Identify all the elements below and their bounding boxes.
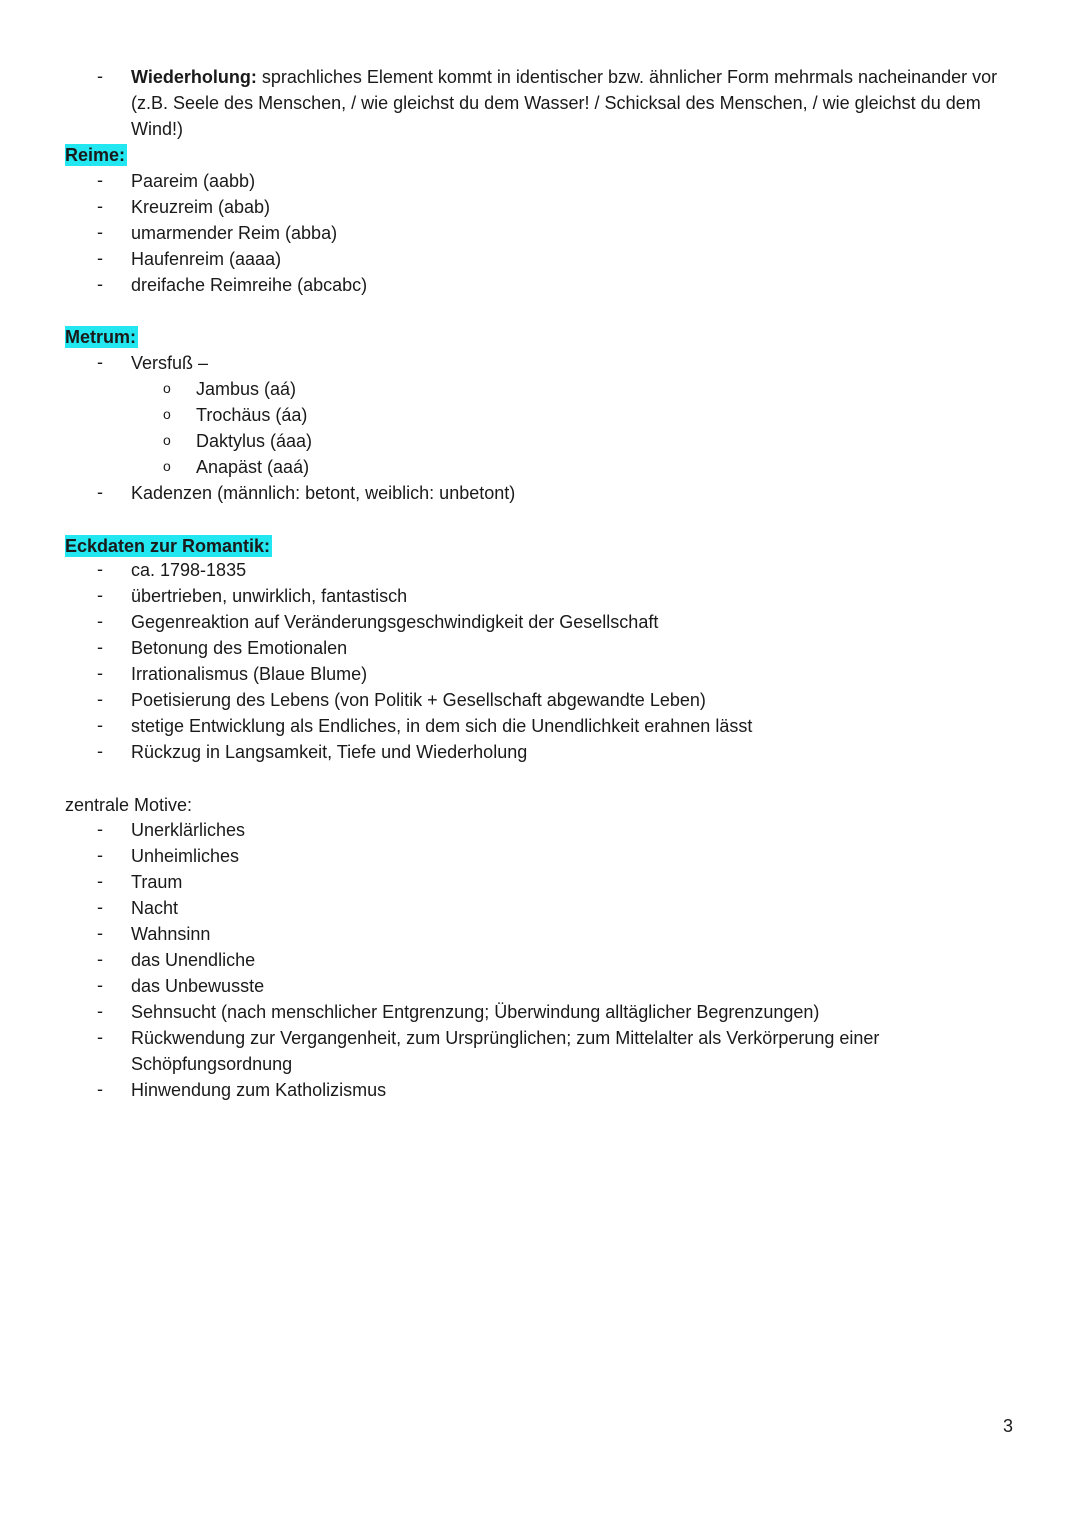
- bullet-circle: o: [163, 406, 171, 422]
- versfuss-item: Versfuß –: [131, 353, 209, 373]
- bullet-dash: -: [97, 949, 103, 969]
- heading-metrum: Metrum:: [65, 327, 136, 347]
- bullet-dash: -: [97, 170, 103, 190]
- motiv-item: Wahnsinn: [131, 924, 211, 944]
- bullet-dash: -: [97, 1027, 103, 1047]
- bullet-dash: -: [97, 715, 103, 735]
- bullet-circle: o: [163, 432, 171, 448]
- bullet-dash: -: [97, 1079, 103, 1099]
- bullet-dash: -: [97, 637, 103, 657]
- bullet-circle: o: [163, 458, 171, 474]
- motiv-item-rueckwendung: [131, 1025, 1031, 1077]
- wiederholung-line2: (z.B. Seele des Menschen, / wie gleichst du dem Wasser! / Schicksal des Menschen, / wie gleichst du dem: [131, 93, 981, 113]
- motiv-item: das Unendliche: [131, 950, 256, 970]
- bullet-dash: -: [97, 819, 103, 839]
- romantik-item: Irrationalismus (Blaue Blume): [131, 664, 368, 684]
- reime-item: umarmender Reim (abba): [131, 223, 338, 243]
- motiv-item: Unheimliches: [131, 846, 240, 866]
- bullet-dash: -: [97, 585, 103, 605]
- bullet-dash: -: [97, 689, 103, 709]
- romantik-item: stetige Entwicklung als Endliches, in dem sich die Unendlichkeit erahnen lässt: [131, 716, 753, 736]
- bullet-dash: -: [97, 66, 103, 86]
- motiv-item: Sehnsucht (nach menschlicher Entgrenzung; Überwindung alltäglicher Begrenzungen): [131, 1002, 820, 1022]
- wiederholung-line3: Wind!): [131, 119, 184, 139]
- reime-item: Kreuzreim (abab): [131, 197, 271, 217]
- motiv-item: Nacht: [131, 898, 179, 918]
- versfuss-subitem: Anapäst (aaá): [196, 457, 310, 477]
- bullet-dash: -: [97, 741, 103, 761]
- bullet-dash: -: [97, 663, 103, 683]
- bullet-dash: -: [97, 871, 103, 891]
- kadenzen-item: Kadenzen (männlich: betont, weiblich: unbetont): [131, 483, 516, 503]
- bullet-dash: -: [97, 482, 103, 502]
- romantik-item: Gegenreaktion auf Veränderungsgeschwindigkeit der Gesellschaft: [131, 612, 659, 632]
- bullet-dash: -: [97, 611, 103, 631]
- reime-item: Paareim (aabb): [131, 171, 256, 191]
- romantik-item: Rückzug in Langsamkeit, Tiefe und Wiederholung: [131, 742, 528, 762]
- heading-romantik: Eckdaten zur Romantik:: [65, 536, 271, 556]
- heading-reime: Reime:: [65, 145, 126, 165]
- rueckwendung-line1: Rückwendung zur Vergangenheit, zum Ursprünglichen; zum Mittelalter als Verkörperung einer: [131, 1028, 880, 1048]
- bullet-dash: -: [97, 222, 103, 242]
- motiv-item: Traum: [131, 872, 183, 892]
- versfuss-subitem: Trochäus (áa): [196, 405, 308, 425]
- romantik-item: ca. 1798-1835: [131, 560, 247, 580]
- romantik-item: Poetisierung des Lebens (von Politik + Gesellschaft abgewandte Leben): [131, 690, 706, 710]
- page-number: 3: [1003, 1416, 1014, 1436]
- bullet-dash: -: [97, 248, 103, 268]
- bullet-dash: -: [97, 923, 103, 943]
- bullet-dash: -: [97, 897, 103, 917]
- reime-item: dreifache Reimreihe (abcabc): [131, 275, 368, 295]
- romantik-item: übertrieben, unwirklich, fantastisch: [131, 586, 408, 606]
- bullet-circle: o: [163, 380, 171, 396]
- motiv-item: Unerklärliches: [131, 820, 246, 840]
- versfuss-subitem: Daktylus (áaa): [196, 431, 313, 451]
- romantik-item: Betonung des Emotionalen: [131, 638, 348, 658]
- bullet-dash: -: [97, 196, 103, 216]
- motiv-item: Hinwendung zum Katholizismus: [131, 1080, 387, 1100]
- versfuss-subitem: Jambus (aá): [196, 379, 297, 399]
- rueckwendung-line2: Schöpfungsordnung: [131, 1054, 293, 1074]
- wiederholung-term: Wiederholung:: [131, 67, 257, 87]
- wiederholung-item: [131, 64, 1031, 142]
- bullet-dash: -: [97, 845, 103, 865]
- bullet-dash: -: [97, 352, 103, 372]
- reime-item: Haufenreim (aaaa): [131, 249, 282, 269]
- bullet-dash: -: [97, 274, 103, 294]
- wiederholung-line1: sprachliches Element kommt in identischer bzw. ähnlicher Form mehrmals nacheinander vor: [256, 67, 998, 87]
- heading-motive: zentrale Motive:: [65, 795, 193, 815]
- bullet-dash: -: [97, 975, 103, 995]
- bullet-dash: -: [97, 1001, 103, 1021]
- bullet-dash: -: [97, 559, 103, 579]
- motiv-item: das Unbewusste: [131, 976, 265, 996]
